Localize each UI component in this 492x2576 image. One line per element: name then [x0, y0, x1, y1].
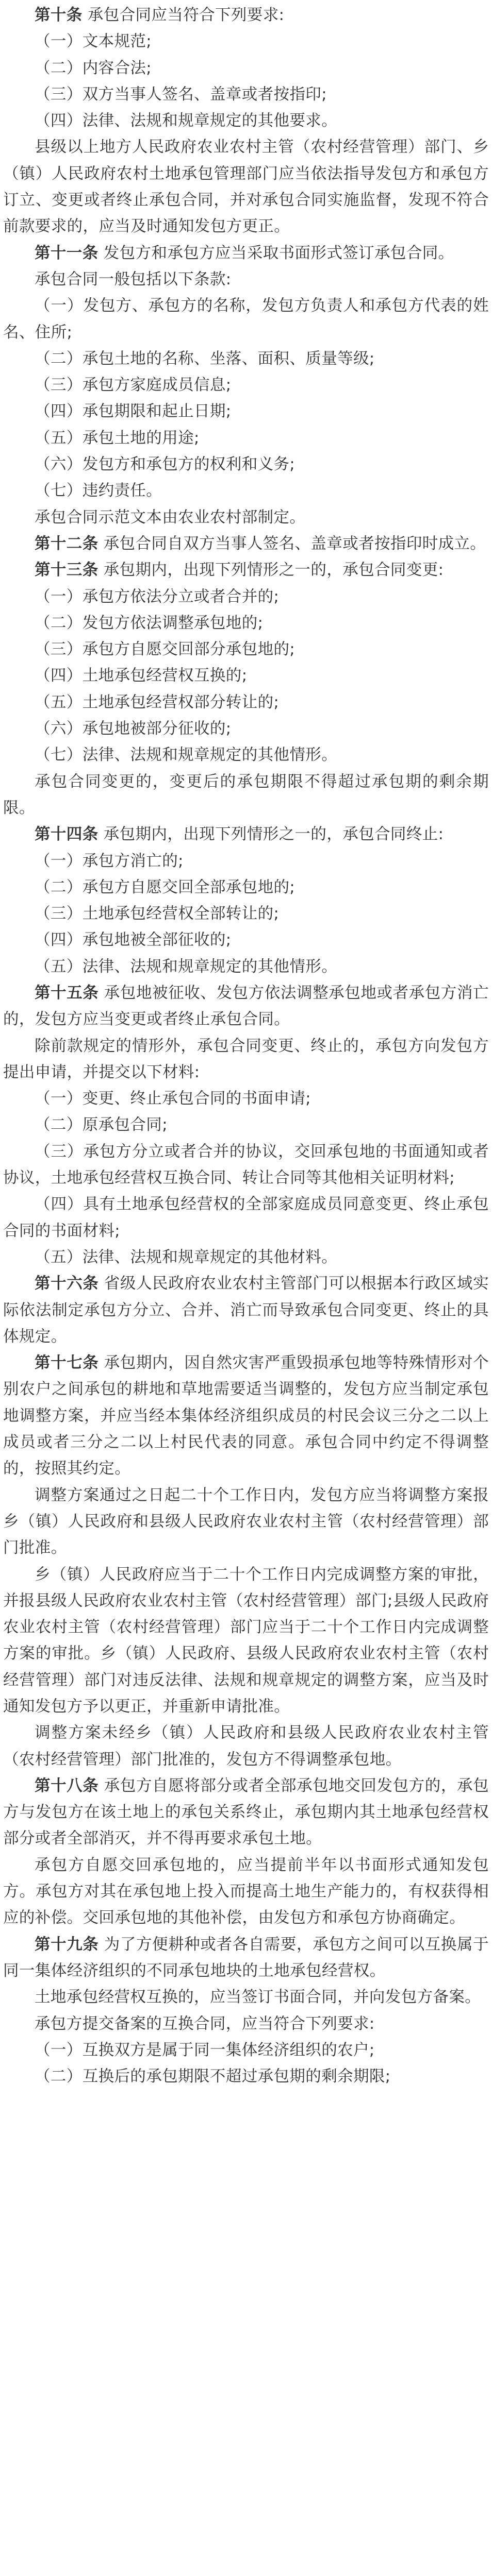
paragraph-text: （一）承包方依法分立或者合并的; [35, 587, 280, 606]
paragraph [3, 1112, 489, 1138]
paragraph-text: 土地承包经营权互换的，应当签订书面合同，并向发包方备案。 [35, 1988, 481, 2007]
paragraph-text: 承包方自愿交回承包地的，应当提前半年以书面形式通知发包方。承包方对其在承包地上投入而提高土地生产能力的，有权获得相应的补偿。交回承包地的其他补偿，由发包方和承包方协商确定。 [3, 1856, 489, 1927]
paragraph-text: 调整方案通过之日起二十个工作日内，发包方应当将调整方案报乡（镇）人民政府和县级人民政府农业农村主管（农村经营管理）部门批准。 [3, 1486, 489, 1557]
paragraph [3, 1139, 489, 1192]
paragraph-text: （七）违约责任。 [35, 482, 162, 500]
paragraph-text: （四）具有土地承包经营权的全部家庭成员同意变更、终止承包合同的书面材料; [3, 1195, 489, 1240]
paragraph [3, 398, 489, 425]
paragraph [3, 504, 489, 531]
paragraph-text: 调整方案未经乡（镇）人民政府和县级人民政府农业农村主管（农村经营管理）部门批准的，发包方不得调整承包地。 [3, 1724, 489, 1769]
paragraph [3, 372, 489, 398]
paragraph-text: （四）承包地被全部征收的; [35, 931, 232, 950]
paragraph [3, 927, 489, 953]
article-number: 第十九条 [35, 1935, 99, 1954]
paragraph [3, 584, 489, 610]
paragraph-text: （一）文本规范; [35, 32, 152, 51]
paragraph-text: （四）法律、法规和规章规定的其他要求。 [35, 112, 338, 130]
paragraph [3, 425, 489, 451]
paragraph-text: 承包期内，出现下列情形之一的，承包合同终止: [103, 825, 444, 844]
article-number: 第十四条 [35, 825, 99, 844]
paragraph-text: 乡（镇）人民政府应当于二十个工作日内完成调整方案的审批，并报县级人民政府农业农村主管（农村经营管理）部门;县级人民政府农业农村主管（农村经营管理）部门应当于二十个工作日内完成调整方案的审批。乡（镇）人民政府、县级人民政府农业农村主管（农村经营管理）部门对违反法律、法规和规章规定的调整方案，应当及时通知发包方予以更正，并重新申请批准。 [3, 1565, 489, 1716]
paragraph-text: （六）发包方和承包方的权利和义务; [35, 455, 296, 474]
article-paragraph [3, 821, 489, 848]
paragraph [3, 716, 489, 742]
paragraph [3, 742, 489, 768]
article-paragraph [3, 531, 489, 557]
paragraph [3, 901, 489, 927]
paragraph-text: （三）承包方家庭成员信息; [35, 376, 232, 395]
paragraph-text: 承包合同应当符合下列要求: [87, 6, 285, 24]
paragraph [3, 81, 489, 108]
paragraph [3, 346, 489, 372]
article-number: 第十六条 [35, 1275, 99, 1293]
paragraph [3, 1720, 489, 1773]
paragraph-text: （二）互换后的承包期限不超过承包期的剩余期限; [35, 2067, 391, 2086]
paragraph-text: 承包方提交备案的互换合同，应当符合下列要求: [35, 2014, 375, 2033]
paragraph [3, 1562, 489, 1720]
paragraph [3, 1244, 489, 1270]
paragraph [3, 689, 489, 716]
article-paragraph [3, 240, 489, 266]
paragraph [3, 610, 489, 636]
paragraph [3, 954, 489, 980]
paragraph-text: 发包方和承包方应当采取书面形式签订承包合同。 [103, 244, 454, 262]
paragraph [3, 848, 489, 874]
article-paragraph [3, 1350, 489, 1482]
paragraph-text: （七）法律、法规和规章规定的其他情形。 [35, 746, 338, 765]
paragraph [3, 769, 489, 822]
paragraph [3, 874, 489, 901]
paragraph-text: 除前款规定的情形外，承包合同变更、终止的，承包方向发包方提出申请，并提交以下材料: [3, 1037, 489, 1081]
paragraph-text: （四）承包期限和起止日期; [35, 402, 232, 421]
paragraph-text: （二）原承包合同; [35, 1116, 168, 1134]
paragraph-text: 承包地被征收、发包方依法调整承包地或者承包方消亡的，发包方应当变更或者终止承包合同。 [3, 984, 489, 1029]
paragraph [3, 1086, 489, 1112]
paragraph-text: （五）法律、法规和规章规定的其他材料。 [35, 1248, 338, 1266]
paragraph [3, 1191, 489, 1244]
article-number: 第十三条 [35, 561, 99, 580]
paragraph [3, 636, 489, 663]
paragraph-text: 承包期内，因自然灾害严重毁损承包地等特殊情形对个别农户之间承包的耕地和草地需要适当调整的，发包方应当制定承包地调整方案，并应当经本集体经济组织成员的村民会议三分之二以上成员或者三分之二以上村民代表的同意。承包合同中约定不得调整的，按照其约定。 [3, 1354, 489, 1478]
article-paragraph [3, 2, 489, 28]
article-paragraph [3, 980, 489, 1033]
paragraph-text: （一）发包方、承包方的名称，发包方负责人和承包方代表的姓名、住所; [3, 297, 489, 342]
article-number: 第十一条 [35, 244, 99, 262]
paragraph-text: 承包合同自双方当事人签名、盖章或者按指印时成立。 [103, 534, 486, 553]
article-paragraph [3, 1931, 489, 1985]
paragraph [3, 451, 489, 478]
paragraph [3, 1033, 489, 1086]
paragraph-text: （六）承包地被部分征收的; [35, 720, 232, 738]
paragraph-text: 省级人民政府农业农村主管部门可以根据本行政区域实际依法制定承包方分立、合并、消亡而导致承包合同变更、终止的具体规定。 [3, 1275, 489, 1346]
paragraph [3, 266, 489, 293]
article-paragraph [3, 1270, 489, 1350]
paragraph-text: 承包合同变更的，变更后的承包期限不得超过承包期的剩余期限。 [3, 772, 489, 817]
paragraph [3, 2037, 489, 2063]
paragraph [3, 478, 489, 504]
article-paragraph [3, 557, 489, 583]
paragraph-text: （三）双方当事人签名、盖章或者按指印; [35, 85, 327, 104]
paragraph-text: （三）土地承包经营权全部转让的; [35, 905, 280, 923]
paragraph-text: 承包合同一般包括以下条款: [35, 270, 232, 289]
article-number: 第十条 [35, 6, 83, 24]
paragraph-text: （一）变更、终止承包合同的书面申请; [35, 1090, 311, 1108]
article-paragraph [3, 1773, 489, 1852]
paragraph [3, 2011, 489, 2037]
paragraph-text: （五）土地承包经营权部分转让的; [35, 693, 280, 711]
paragraph-text: （三）承包方分立或者合并的协议，交回承包地的书面通知或者协议，土地承包经营权互换合同、转让合同等其他相关证明材料; [3, 1142, 489, 1188]
article-number: 第十二条 [35, 534, 99, 553]
paragraph-text: （一）承包方消亡的; [35, 852, 184, 870]
paragraph-text: （五）承包土地的用途; [35, 429, 200, 447]
paragraph-text: （一）互换双方是属于同一集体经济组织的农户; [35, 2041, 375, 2059]
paragraph [3, 55, 489, 81]
paragraph-text: 承包合同示范文本由农业农村部制定。 [35, 508, 306, 527]
paragraph [3, 663, 489, 689]
paragraph [3, 1482, 489, 1562]
paragraph-text: 县级以上地方人民政府农业农村主管（农村经营管理）部门、乡（镇）人民政府农村土地承包管理部门应当依法指导发包方和承包方订立、变更或者终止承包合同，并对承包合同实施监督，发现不符合前款要求的，应当及时通知发包方更正。 [3, 138, 489, 236]
paragraph-text: （五）法律、法规和规章规定的其他情形。 [35, 957, 338, 976]
paragraph-text: 承包方自愿将部分或者全部承包地交回发包方的，承包方与发包方在该土地上的承包关系终止，承包期内其土地承包经营权部分或者全部消灭，并不得再要求承包土地。 [3, 1776, 489, 1848]
paragraph-text: （二）发包方依法调整承包地的; [35, 614, 264, 632]
article-number: 第十五条 [35, 984, 99, 1002]
paragraph-text: 为了方便耕种或者各自需要，承包方之间可以互换属于同一集体经济组织的不同承包地块的土地承包经营权。 [3, 1935, 489, 1980]
paragraph [3, 1852, 489, 1931]
paragraph [3, 108, 489, 134]
paragraph-text: （三）承包方自愿交回部分承包地的; [35, 640, 296, 659]
paragraph-text: （二）内容合法; [35, 59, 152, 77]
article-number: 第十七条 [35, 1354, 99, 1372]
paragraph [3, 1984, 489, 2010]
paragraph-text: （二）承包土地的名称、坐落、面积、质量等级; [35, 349, 375, 368]
paragraph-text: （二）承包方自愿交回全部承包地的; [35, 878, 296, 896]
paragraph [3, 134, 489, 240]
paragraph [3, 28, 489, 55]
paragraph-text: 承包期内，出现下列情形之一的，承包合同变更: [103, 561, 444, 580]
paragraph [3, 293, 489, 346]
article-number: 第十八条 [35, 1776, 99, 1795]
paragraph-text: （四）土地承包经营权互换的; [35, 667, 248, 685]
paragraph [3, 2063, 489, 2090]
